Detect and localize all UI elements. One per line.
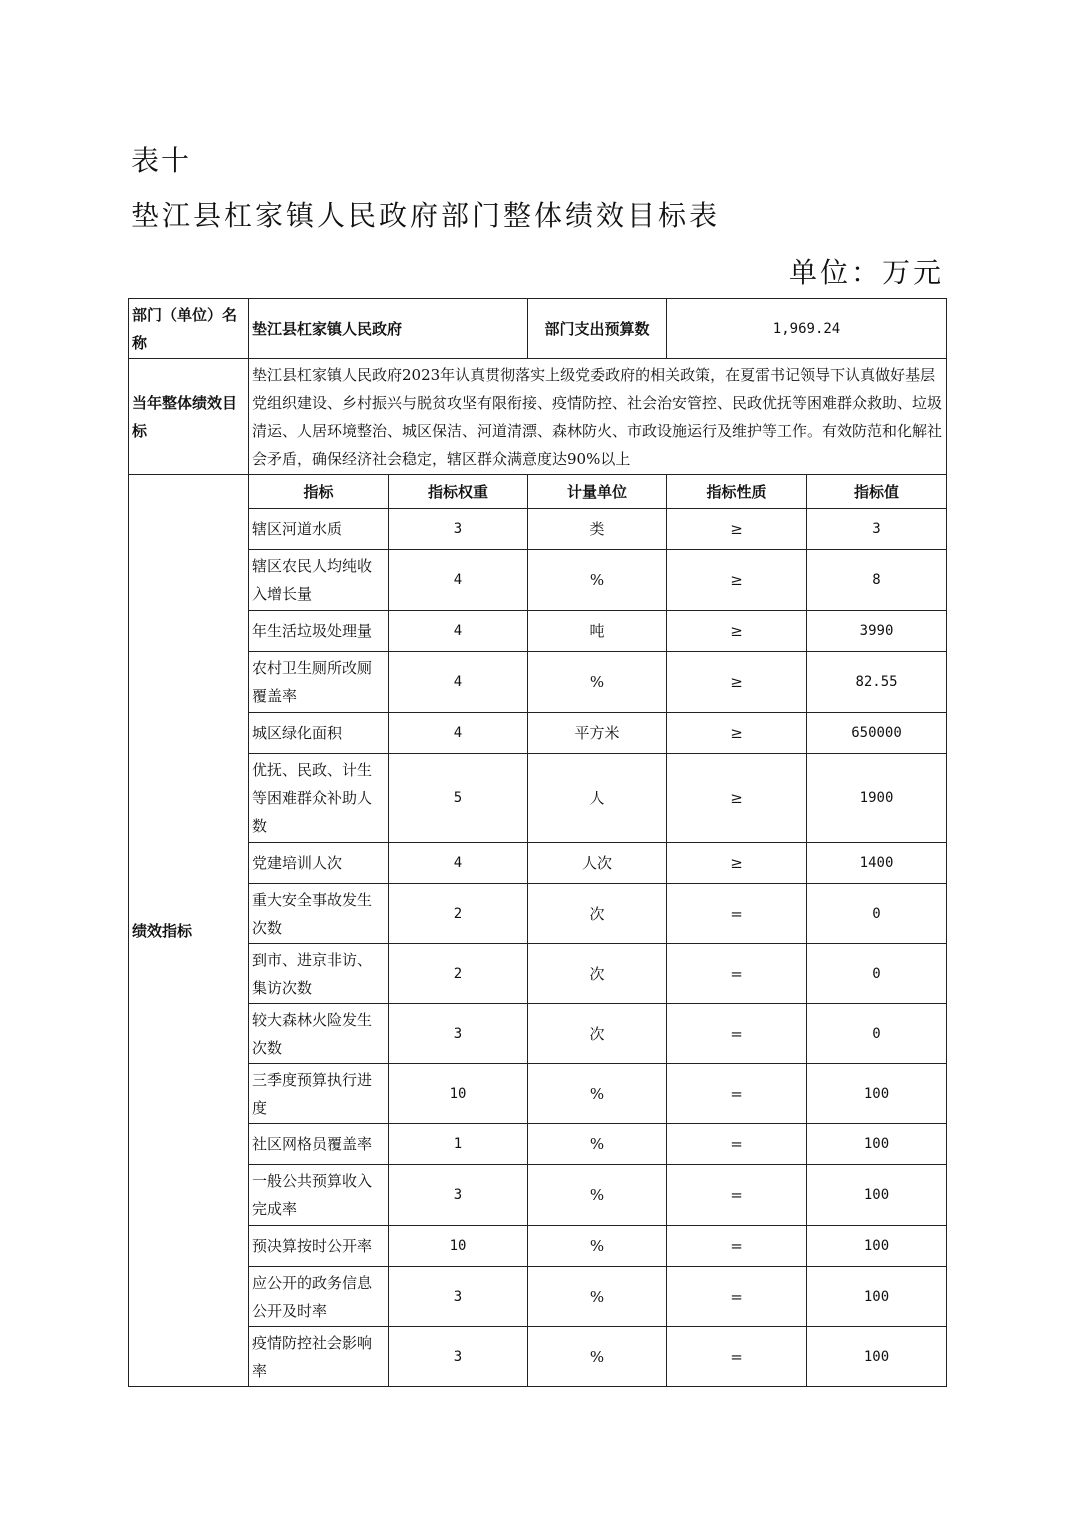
document-title: 垫江县杠家镇人民政府部门整体绩效目标表	[131, 199, 721, 232]
indicator-nature: =	[667, 1226, 807, 1267]
indicator-value: 100	[807, 1165, 947, 1226]
indicator-unit: 次	[528, 1004, 667, 1064]
indicator-value: 82.55	[807, 652, 947, 713]
budget-label: 部门支出预算数	[528, 299, 667, 359]
indicator-name: 城区绿化面积	[249, 713, 389, 754]
indicator-name: 社区网格员覆盖率	[249, 1124, 389, 1165]
indicator-name: 优抚、民政、计生等困难群众补助人数	[249, 754, 389, 843]
indicator-name: 党建培训人次	[249, 843, 389, 884]
indicator-weight: 2	[389, 944, 528, 1004]
indicator-nature: =	[667, 1124, 807, 1165]
indicator-nature: =	[667, 884, 807, 944]
indicator-value: 1900	[807, 754, 947, 843]
indicator-value: 1400	[807, 843, 947, 884]
indicator-weight: 10	[389, 1226, 528, 1267]
table-row	[129, 1124, 947, 1165]
indicator-weight: 4	[389, 713, 528, 754]
goal-label: 当年整体绩效目标	[129, 359, 249, 475]
table-row	[129, 1267, 947, 1327]
indicator-unit: %	[528, 652, 667, 713]
indicator-nature: ≥	[667, 843, 807, 884]
column-header-value: 指标值	[807, 475, 947, 509]
indicator-unit: %	[528, 550, 667, 611]
indicator-header-row	[129, 475, 947, 509]
indicator-value: 3	[807, 509, 947, 550]
indicator-unit: %	[528, 1165, 667, 1226]
indicator-unit: %	[528, 1124, 667, 1165]
indicator-name: 辖区农民人均纯收入增长量	[249, 550, 389, 611]
column-header-nature: 指标性质	[667, 475, 807, 509]
indicator-value: 100	[807, 1064, 947, 1124]
dept-name-label: 部门（单位）名称	[129, 299, 249, 359]
table-row	[129, 713, 947, 754]
dept-row	[129, 299, 947, 359]
indicator-nature: =	[667, 944, 807, 1004]
indicator-weight: 3	[389, 509, 528, 550]
table-row	[129, 1165, 947, 1226]
indicator-name: 疫情防控社会影响率	[249, 1327, 389, 1387]
indicator-weight: 5	[389, 754, 528, 843]
indicator-value: 650000	[807, 713, 947, 754]
indicator-nature: =	[667, 1267, 807, 1327]
indicator-name: 较大森林火险发生次数	[249, 1004, 389, 1064]
indicator-weight: 10	[389, 1064, 528, 1124]
column-header-indicator: 指标	[249, 475, 389, 509]
indicator-name: 一般公共预算收入完成率	[249, 1165, 389, 1226]
indicator-nature: ≥	[667, 652, 807, 713]
column-header-weight: 指标权重	[389, 475, 528, 509]
indicator-unit: %	[528, 1226, 667, 1267]
indicator-weight: 2	[389, 884, 528, 944]
indicator-weight: 1	[389, 1124, 528, 1165]
indicator-weight: 4	[389, 550, 528, 611]
table-row	[129, 1226, 947, 1267]
budget-value: 1,969.24	[667, 299, 947, 359]
indicator-unit: 人次	[528, 843, 667, 884]
indicator-weight: 4	[389, 843, 528, 884]
table-row	[129, 843, 947, 884]
indicator-name: 预决算按时公开率	[249, 1226, 389, 1267]
indicator-nature: ≥	[667, 550, 807, 611]
indicator-name: 三季度预算执行进度	[249, 1064, 389, 1124]
table-row	[129, 754, 947, 843]
table-row	[129, 944, 947, 1004]
indicator-value: 0	[807, 884, 947, 944]
indicator-unit: 次	[528, 944, 667, 1004]
indicator-nature: ≥	[667, 611, 807, 652]
table-row	[129, 884, 947, 944]
indicator-weight: 3	[389, 1004, 528, 1064]
table-row	[129, 1064, 947, 1124]
indicator-weight: 4	[389, 611, 528, 652]
indicator-value: 3990	[807, 611, 947, 652]
indicator-nature: ≥	[667, 713, 807, 754]
indicator-value: 8	[807, 550, 947, 611]
goal-row	[129, 359, 947, 475]
indicator-name: 到市、进京非访、集访次数	[249, 944, 389, 1004]
indicator-unit: %	[528, 1267, 667, 1327]
indicator-nature: ≥	[667, 754, 807, 843]
unit-label: 单位：万元	[788, 256, 944, 289]
table-number: 表十	[131, 144, 192, 177]
indicator-unit: 次	[528, 884, 667, 944]
indicator-nature: =	[667, 1327, 807, 1387]
indicator-name: 重大安全事故发生次数	[249, 884, 389, 944]
table-row	[129, 652, 947, 713]
indicator-weight: 3	[389, 1165, 528, 1226]
indicator-nature: =	[667, 1004, 807, 1064]
indicator-unit: 类	[528, 509, 667, 550]
indicator-unit: 吨	[528, 611, 667, 652]
column-header-unit: 计量单位	[528, 475, 667, 509]
indicator-unit: %	[528, 1327, 667, 1387]
indicator-value: 100	[807, 1327, 947, 1387]
table-row	[129, 1004, 947, 1064]
indicator-name: 应公开的政务信息公开及时率	[249, 1267, 389, 1327]
indicator-weight: 3	[389, 1327, 528, 1387]
dept-name-value: 垫江县杠家镇人民政府	[249, 299, 528, 359]
table-row	[129, 1327, 947, 1387]
indicator-unit: 人	[528, 754, 667, 843]
indicator-nature: ≥	[667, 509, 807, 550]
indicator-unit: 平方米	[528, 713, 667, 754]
indicator-value: 100	[807, 1267, 947, 1327]
indicator-value: 100	[807, 1226, 947, 1267]
table-row	[129, 509, 947, 550]
goal-text: 垫江县杠家镇人民政府2023年认真贯彻落实上级党委政府的相关政策，在夏雷书记领导下认真做好基层党组织建设、乡村振兴与脱贫攻坚有限衔接、疫情防控、社会治安管控、民政优抚等困难群众救助、垃圾清运、人居环境整治、城区保洁、河道清漂、森林防火、市政设施运行及维护等工作。有效防范和化解社会矛盾，确保经济社会稳定，辖区群众满意度达90%以上	[249, 359, 947, 475]
table-row	[129, 611, 947, 652]
indicator-unit: %	[528, 1064, 667, 1124]
indicator-weight: 4	[389, 652, 528, 713]
indicator-value: 0	[807, 944, 947, 1004]
indicator-nature: =	[667, 1064, 807, 1124]
indicator-value: 0	[807, 1004, 947, 1064]
indicator-nature: =	[667, 1165, 807, 1226]
indicator-weight: 3	[389, 1267, 528, 1327]
indicator-name: 年生活垃圾处理量	[249, 611, 389, 652]
indicator-value: 100	[807, 1124, 947, 1165]
table-row	[129, 550, 947, 611]
indicator-name: 辖区河道水质	[249, 509, 389, 550]
indicator-name: 农村卫生厕所改厕覆盖率	[249, 652, 389, 713]
indicator-section-label: 绩效指标	[129, 475, 249, 1387]
performance-target-table	[128, 298, 947, 1387]
